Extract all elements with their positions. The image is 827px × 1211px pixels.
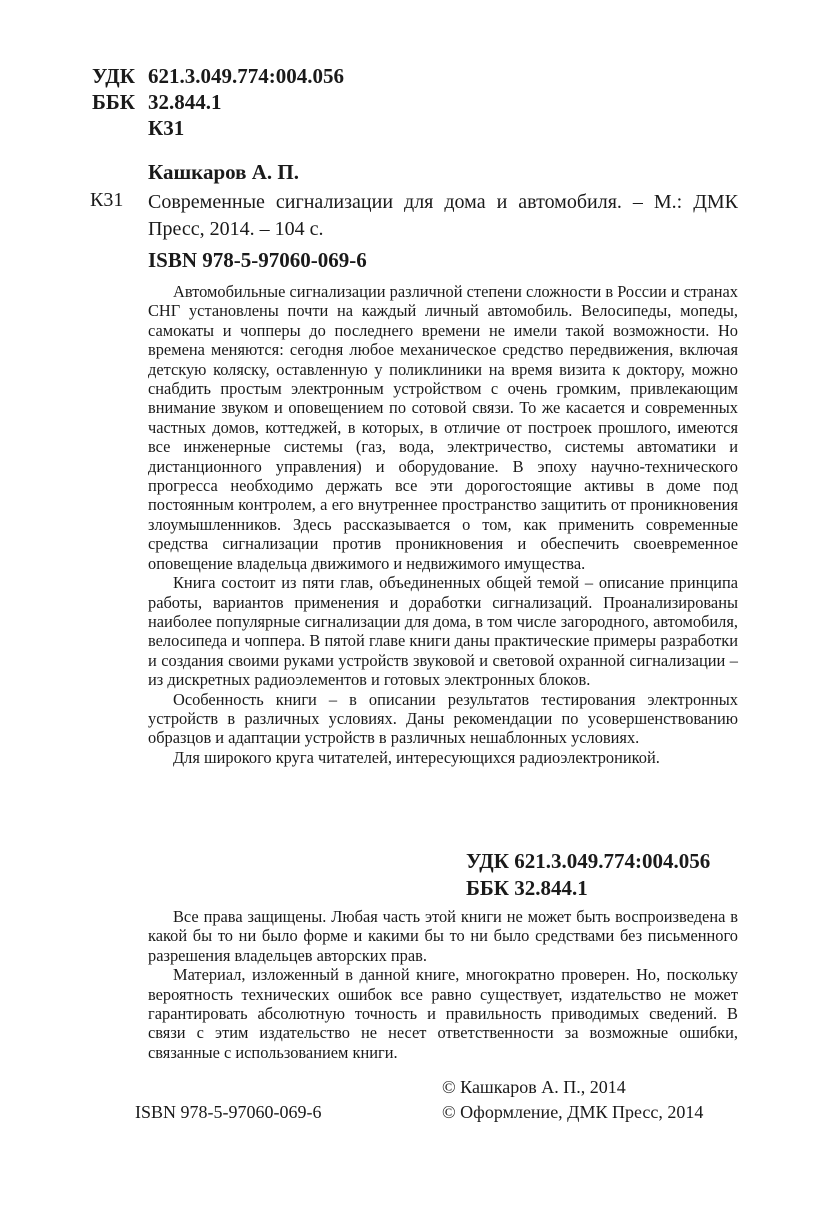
bbk-label: ББК bbox=[92, 90, 135, 114]
side-author-mark: К31 bbox=[90, 189, 124, 211]
abstract-paragraph: Автомобильные сигнализации различной степени сложности в России и странах СНГ установлены почти на каждый личный автомобиль. Велосипеды, мопеды, самокаты и чопперы до последнего времени не имели такой возможности. Но времена меняются: сегодня любое механическое средство передвижения, включая детскую коляску, оставленную у поликлиники на время визита к доктору, можно снабдить простым электронным устройством с очень громким, привлекающим внимание звуком и оповещением по сотовой связи. То же касается и современных частных домов, коттеджей, в которых, в отличие от построек прошлого, имеются все инженерные системы (газ, вода, электричество, системы автоматики и дистанционного управления) и оборудование. В эпоху научно-технического прогресса необходимо держать все эти дорогостоящие активы в доме под постоянным контролем, а его внутреннее пространство защитить от проникновения злоумышленников. Здесь рассказывается о том, как применить современные средства сигнализации против проникновения и обеспечить своевременное оповещение владельца движимого и недвижимого имущества. bbox=[148, 282, 738, 573]
rights-paragraph: Все права защищены. Любая часть этой книги не может быть воспроизведена в какой бы то ни было форме и какими бы то ни было средствами без письменного разрешения владельцев авторских прав. bbox=[148, 907, 738, 965]
rights-notice bbox=[148, 907, 738, 1062]
copyright-author: © Кашкаров А. П., 2014 bbox=[442, 1077, 626, 1097]
author-name: Кашкаров А. П. bbox=[148, 160, 299, 184]
abstract bbox=[148, 282, 738, 767]
author-mark: К31 bbox=[148, 116, 185, 140]
bbk-repeat: ББК 32.844.1 bbox=[466, 876, 588, 900]
isbn-bottom: ISBN 978-5-97060-069-6 bbox=[135, 1102, 322, 1122]
udk-repeat: УДК 621.3.049.774:004.056 bbox=[466, 849, 711, 873]
udk-value: 621.3.049.774:004.056 bbox=[148, 64, 344, 88]
bbk-value: 32.844.1 bbox=[148, 90, 222, 114]
rights-paragraph: Материал, изложенный в данной книге, многократно проверен. Но, поскольку вероятность технических ошибок все равно существует, издательство не может гарантировать абсолютную точность и правильность приводимых сведений. В связи с этим издательство не несет ответственности за возможные ошибки, связанные с использованием книги. bbox=[148, 965, 738, 1062]
book-title: Современные сигнализации для дома и автомобиля. – М.: ДМК Пресс, 2014. – 104 с. bbox=[148, 191, 738, 240]
classification-repeat bbox=[466, 848, 710, 902]
abstract-paragraph: Книга состоит из пяти глав, объединенных общей темой – описание принципа работы, вариантов применения и доработки сигнализаций. Проанализированы наиболее популярные сигнализации для дома, в том числе загородного, автомобиля, велосипеда и чоппера. В пятой главе книги даны практические примеры разработки и создания своими руками устройств звуковой и световой охранной сигнализации – из дискретных радиоэлементов и готовых электронных блоков. bbox=[148, 573, 738, 690]
copyright-block bbox=[442, 1075, 703, 1125]
isbn-top: ISBN 978-5-97060-069-6 bbox=[148, 248, 367, 272]
copyright-design: © Оформление, ДМК Пресс, 2014 bbox=[442, 1102, 704, 1122]
abstract-paragraph: Особенность книги – в описании результатов тестирования электронных устройств в различных условиях. Даны рекомендации по усовершенствованию образцов и адаптации устройств в различных нешаблонных условиях. bbox=[148, 689, 738, 748]
abstract-paragraph: Для широкого круга читателей, интересующихся радиоэлектроникой. bbox=[173, 747, 660, 767]
udk-label: УДК bbox=[92, 64, 135, 88]
